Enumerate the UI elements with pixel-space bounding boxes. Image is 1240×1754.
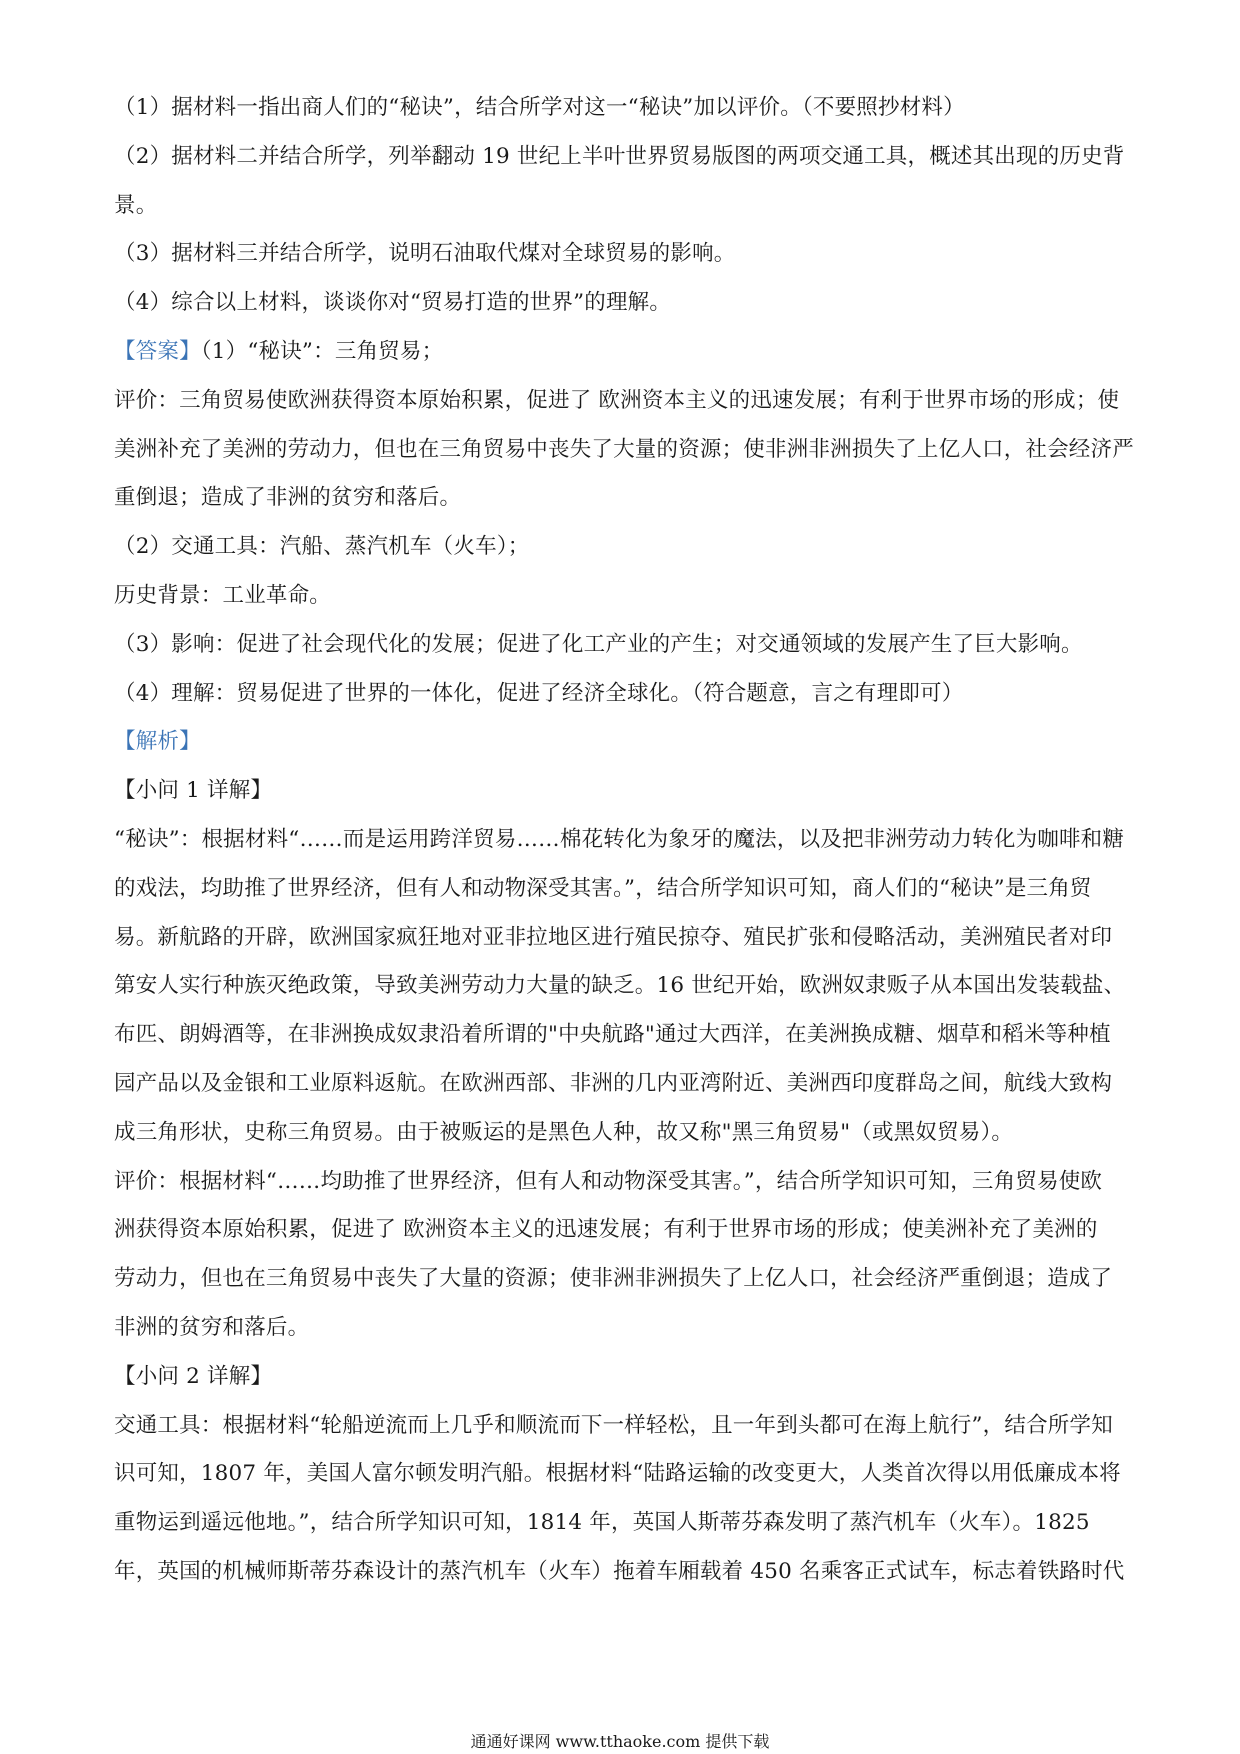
analysis-line: “秘诀”：根据材料“……而是运用跨洋贸易……棉花转化为象牙的魔法，以及把非洲劳动力转化为咖啡和糖 xyxy=(114,826,1125,852)
analysis-line: 易。新航路的开辟，欧洲国家疯狂地对亚非拉地区进行殖民掠夺、殖民扩张和侵略活动，美洲殖民者对印 xyxy=(114,924,1113,950)
analysis-line: 的戏法，均助推了世界经济，但有人和动物深受其害。”，结合所学知识可知，商人们的“秘诀”是三角贸 xyxy=(114,875,1092,901)
page-footer: 通通好课网 www.tthaoke.com 提供下载 xyxy=(470,1732,770,1751)
analysis-line: 洲获得资本原始积累，促进了 欧洲资本主义的迅速发展；有利于世界市场的形成；使美洲补充了美洲的 xyxy=(114,1217,1098,1243)
question-line: （4）综合以上材料，谈谈你对“贸易打造的世界”的理解。 xyxy=(114,290,672,316)
answer-first-text: （1）“秘诀”：三角贸易； xyxy=(200,338,444,364)
analysis-line: 第安人实行种族灭绝政策，导致美洲劳动力大量的缺乏。16 世纪开始，欧洲奴隶贩子从本国出发装载盐、 xyxy=(114,973,1126,999)
document-body xyxy=(114,96,1134,1609)
analysis-line: 年，英国的机械师斯蒂芬森设计的蒸汽机车（火车）拖着车厢载着 450 名乘客正式试车，标志着铁路时代 xyxy=(114,1558,1125,1584)
analysis-label: 【解析】 xyxy=(114,729,201,755)
question-line: （1）据材料一指出商人们的“秘诀”，结合所学对这一“秘诀”加以评价。（不要照抄材料） xyxy=(114,95,965,120)
answer-line: 美洲补充了美洲的劳动力，但也在三角贸易中丧失了大量的资源；使非洲非洲损失了上亿人口，社会经济严 xyxy=(114,436,1134,462)
answer-line: 历史背景：工业革命。 xyxy=(114,582,332,608)
subquestion-1-heading: 【小问 1 详解】 xyxy=(114,778,273,804)
analysis-line: 交通工具：根据材料“轮船逆流而上几乎和顺流而下一样轻松，且一年到头都可在海上航行”，结合所学知 xyxy=(114,1412,1113,1438)
analysis-line: 成三角形状，史称三角贸易。由于被贩运的是黑色人种，故又称"黑三角贸易"（或黑奴贸易）。 xyxy=(114,1119,1014,1145)
answer-line: 评价：三角贸易使欧洲获得资本原始积累，促进了 欧洲资本主义的迅速发展；有利于世界市场的形成；使 xyxy=(114,387,1120,413)
analysis-line: 布匹、朗姆酒等，在非洲换成奴隶沿着所谓的"中央航路"通过大西洋，在美洲换成糖、烟草和稻米等种植 xyxy=(114,1022,1111,1048)
question-line: （2）据材料二并结合所学，列举翻动 19 世纪上半叶世界贸易版图的两项交通工具，概述其出现的历史背 xyxy=(114,143,1125,169)
analysis-line: 评价：根据材料“……均助推了世界经济，但有人和动物深受其害。”，结合所学知识可知，三角贸易使欧 xyxy=(114,1168,1103,1194)
analysis-line: 非洲的贫穷和落后。 xyxy=(114,1314,310,1340)
analysis-line: 识可知，1807 年，美国人富尔顿发明汽船。根据材料“陆路运输的改变更大，人类首次得以用低廉成本将 xyxy=(114,1461,1121,1487)
analysis-line: 劳动力，但也在三角贸易中丧失了大量的资源；使非洲非洲损失了上亿人口，社会经济严重倒退；造成了 xyxy=(114,1266,1113,1292)
answer-first-line xyxy=(114,340,1134,364)
analysis-line: 重物运到遥远他地。”，结合所学知识可知，1814 年，英国人斯蒂芬森发明了蒸汽机车（火车）。1825 xyxy=(114,1510,1090,1536)
question-line: 景。 xyxy=(114,192,158,218)
answer-line: 重倒退；造成了非洲的贫穷和落后。 xyxy=(114,485,462,511)
answer-line: （2）交通工具：汽船、蒸汽机车（火车）； xyxy=(114,534,530,560)
answer-block xyxy=(114,340,1134,706)
answer-line: （4）理解：贸易促进了世界的一体化，促进了经济全球化。（符合题意，言之有理即可） xyxy=(114,680,964,706)
analysis-block xyxy=(114,730,1134,1584)
subquestion-2-heading: 【小问 2 详解】 xyxy=(114,1363,273,1389)
question-line: （3）据材料三并结合所学，说明石油取代煤对全球贸易的影响。 xyxy=(114,241,736,267)
answer-line: （3）影响：促进了社会现代化的发展；促进了化工产业的产生；对交通领域的发展产生了巨大影响。 xyxy=(114,631,1083,657)
answer-label: 【答案】 xyxy=(114,338,201,364)
analysis-line: 园产品以及金银和工业原料返航。在欧洲西部、非洲的几内亚湾附近、美洲西印度群岛之间，航线大致构 xyxy=(114,1070,1113,1096)
questions-block xyxy=(114,96,1134,315)
